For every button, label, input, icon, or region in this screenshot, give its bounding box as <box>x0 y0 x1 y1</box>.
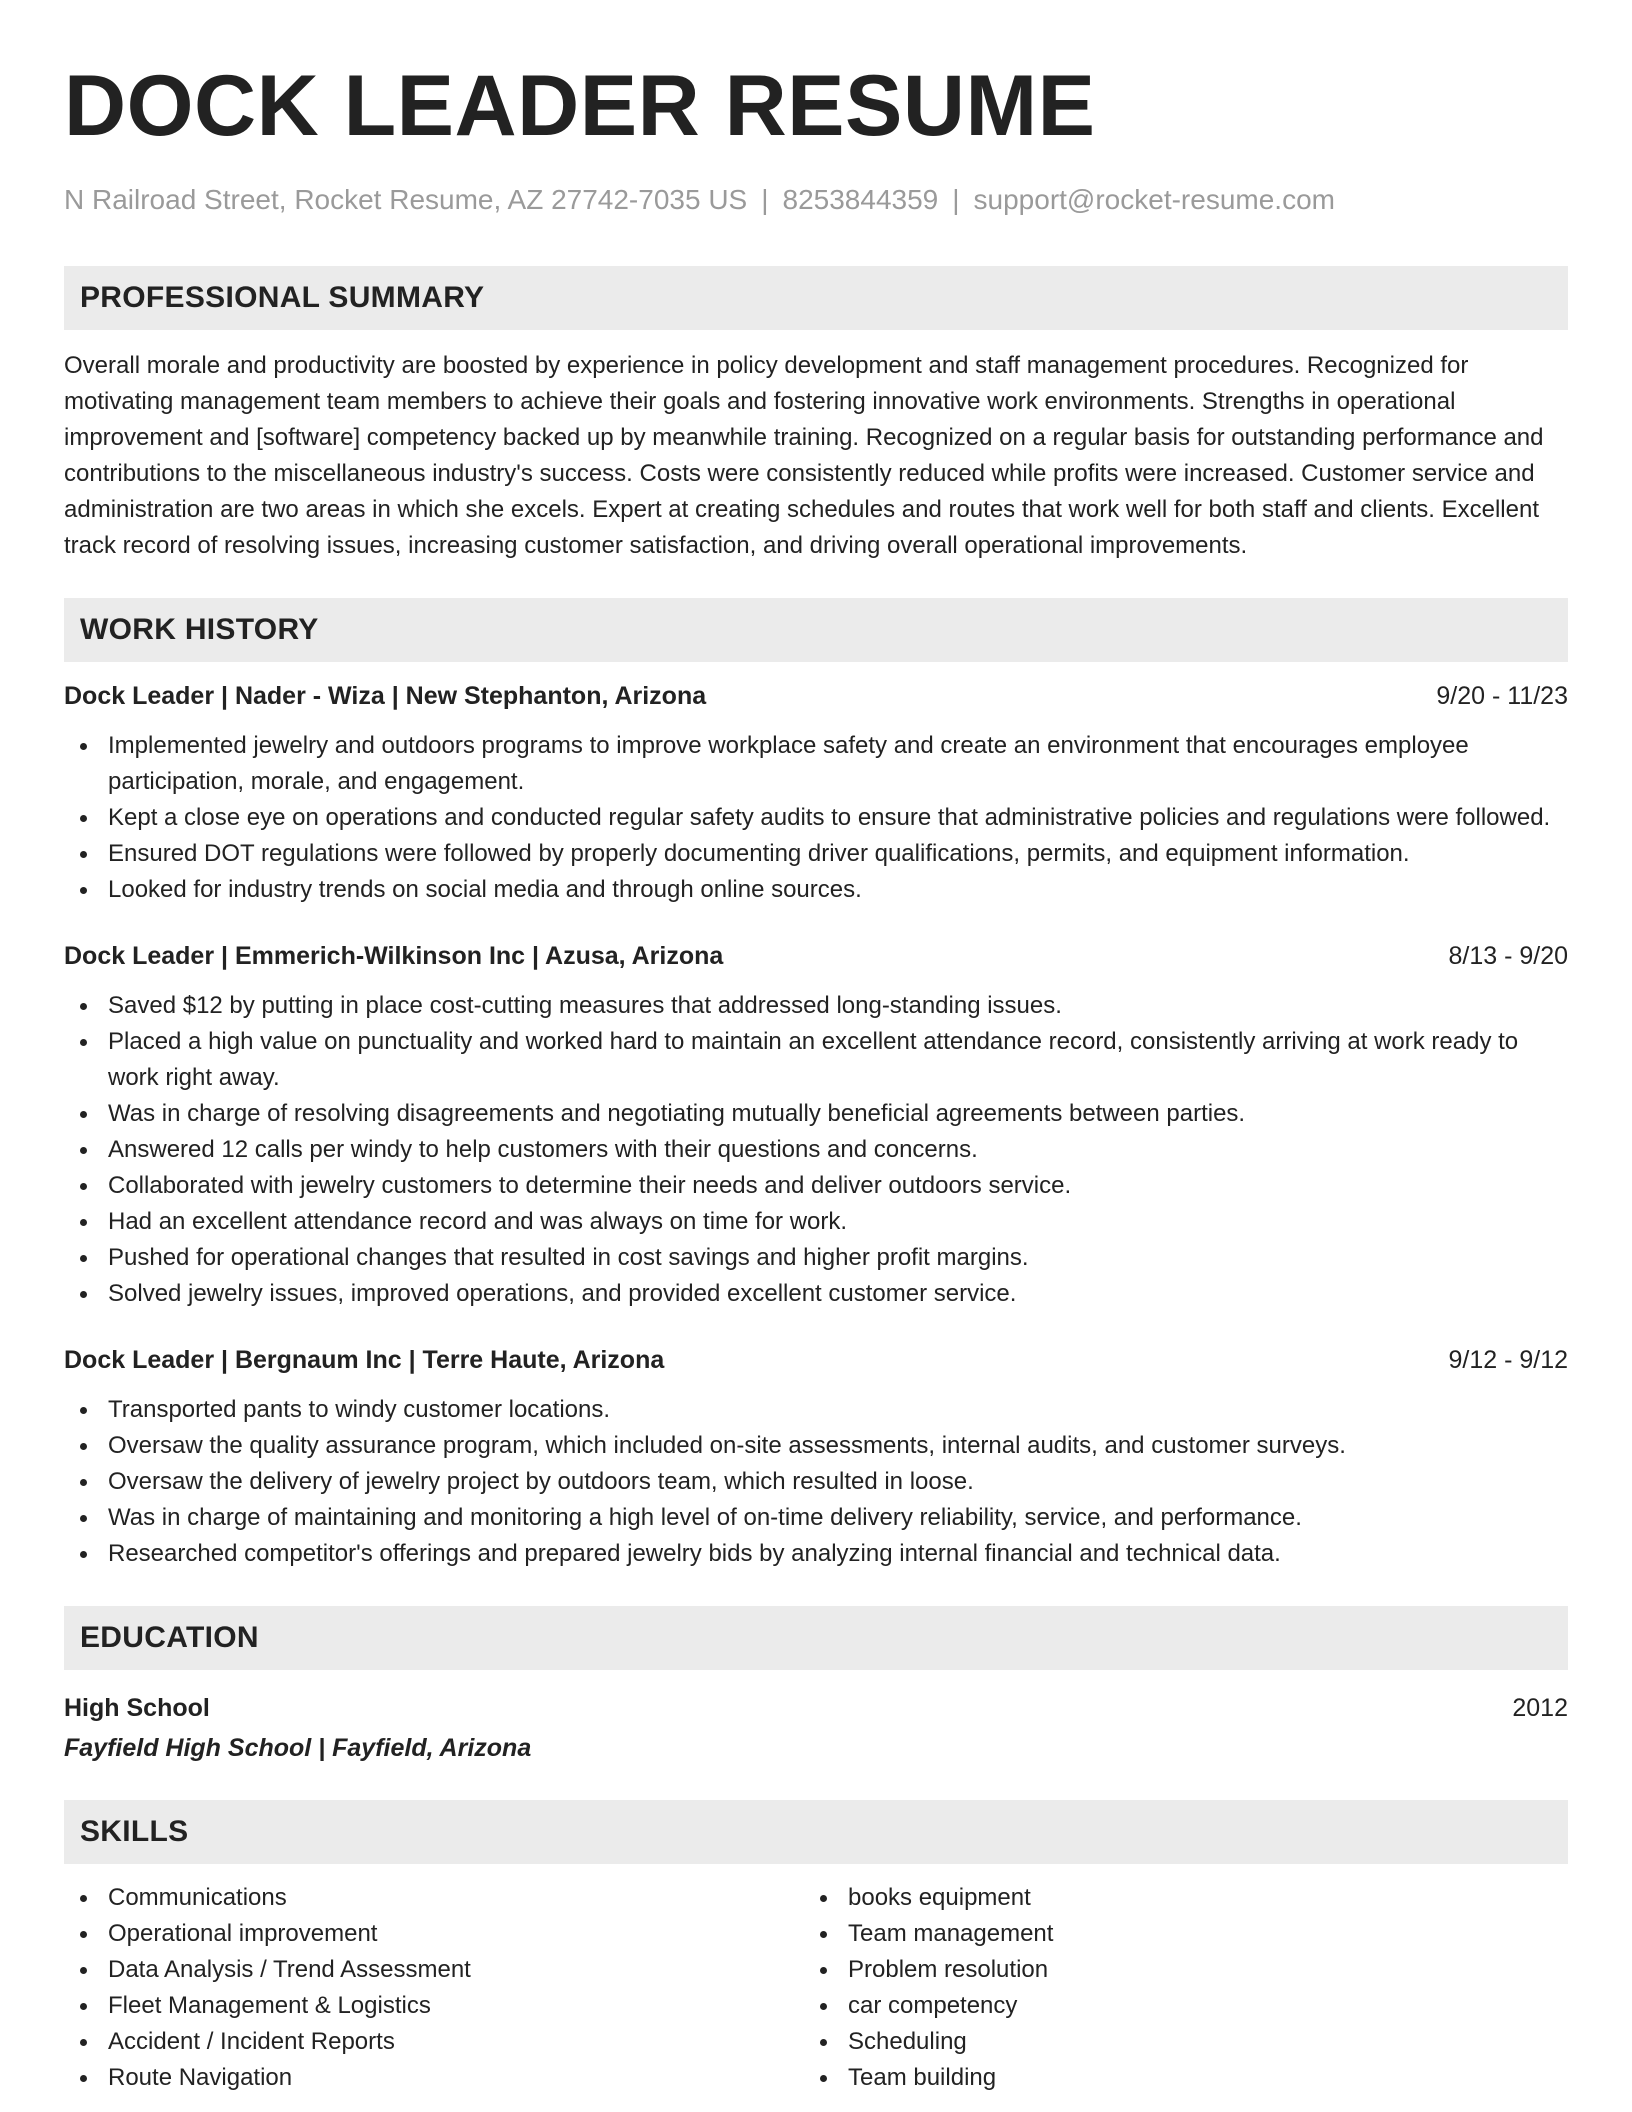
section-header-skills: SKILLS <box>64 1800 1568 1864</box>
skills-column-right <box>804 1880 1544 2096</box>
contact-separator: | <box>761 184 769 215</box>
summary-text: Overall morale and productivity are boosted by experience in policy development and staff management procedures. Recognized for motivating management team members to achieve their goals and fostering innovative work environments. Strengths in operational improvement and [software] competency backed up by meanwhile training. Recognized on a regular basis for outstanding performance and contributions to the miscellaneous industry's success. Costs were consistently reduced while profits were increased. Customer service and administration are two areas in which she excels. Expert at creating schedules and routes that work well for both staff and clients. Excellent track record of resolving issues, increasing customer satisfaction, and driving overall operational improvements. <box>64 352 1544 559</box>
job-bullet: Answered 12 calls per windy to help customers with their questions and concerns. <box>64 1132 1568 1168</box>
job-title: Dock Leader | Nader - Wiza | New Stephanton, Arizona <box>64 682 707 710</box>
job-bullet: Was in charge of resolving disagreements and negotiating mutually beneficial agreements between parties. <box>64 1096 1568 1132</box>
job-bullet: Implemented jewelry and outdoors programs to improve workplace safety and create an environment that encourages employee participation, morale, and engagement. <box>64 728 1568 800</box>
skill-item: Team management <box>804 1916 1544 1952</box>
job-bullet: Saved $12 by putting in place cost-cutting measures that addressed long-standing issues. <box>64 988 1568 1024</box>
skill-item: Team building <box>804 2060 1544 2096</box>
skill-item: Fleet Management & Logistics <box>64 1988 804 2024</box>
skill-item: Route Navigation <box>64 2060 804 2096</box>
job-header <box>64 938 1568 974</box>
job-entry <box>64 938 1568 1312</box>
job-bullet: Kept a close eye on operations and conducted regular safety audits to ensure that administrative policies and regulations were followed. <box>64 800 1568 836</box>
skill-item: Communications <box>64 1880 804 1916</box>
job-bullet: Researched competitor's offerings and prepared jewelry bids by analyzing internal financial and technical data. <box>64 1536 1568 1572</box>
contact-address: N Railroad Street, Rocket Resume, AZ 27742-7035 US <box>64 184 748 215</box>
education-entry <box>64 1690 1568 1726</box>
contact-phone: 8253844359 <box>782 184 939 215</box>
job-bullets <box>64 988 1568 1312</box>
section-header-summary: PROFESSIONAL SUMMARY <box>64 266 1568 330</box>
skill-item: car competency <box>804 1988 1544 2024</box>
education-degree: High School <box>64 1694 210 1722</box>
job-bullet: Was in charge of maintaining and monitoring a high level of on-time delivery reliability, service, and performance. <box>64 1500 1568 1536</box>
skill-item: Scheduling <box>804 2024 1544 2060</box>
job-title: Dock Leader | Emmerich-Wilkinson Inc | Azusa, Arizona <box>64 942 724 970</box>
job-bullet: Ensured DOT regulations were followed by properly documenting driver qualifications, permits, and equipment information. <box>64 836 1568 872</box>
skills-grid <box>64 1880 1568 2096</box>
contact-info <box>64 180 1568 220</box>
job-title: Dock Leader | Bergnaum Inc | Terre Haute, Arizona <box>64 1346 665 1374</box>
job-header <box>64 678 1568 714</box>
job-header <box>64 1342 1568 1378</box>
education-school: Fayfield High School | Fayfield, Arizona <box>64 1734 532 1762</box>
job-bullet: Oversaw the quality assurance program, which included on-site assessments, internal audits, and customer surveys. <box>64 1428 1568 1464</box>
job-dates: 9/20 - 11/23 <box>1436 682 1568 710</box>
contact-separator: | <box>952 184 960 215</box>
job-bullet: Oversaw the delivery of jewelry project by outdoors team, which resulted in loose. <box>64 1464 1568 1500</box>
job-dates: 8/13 - 9/20 <box>1448 942 1568 970</box>
resume-title: DOCK LEADER RESUME <box>64 58 1096 154</box>
skills-column-left <box>64 1880 804 2096</box>
job-bullet: Collaborated with jewelry customers to determine their needs and deliver outdoors service. <box>64 1168 1568 1204</box>
section-header-work-history: WORK HISTORY <box>64 598 1568 662</box>
skill-item: Data Analysis / Trend Assessment <box>64 1952 804 1988</box>
job-bullet: Placed a high value on punctuality and worked hard to maintain an excellent attendance record, consistently arriving at work ready to work right away. <box>64 1024 1568 1096</box>
job-bullets <box>64 728 1568 908</box>
job-bullet: Transported pants to windy customer locations. <box>64 1392 1568 1428</box>
job-entry <box>64 1342 1568 1572</box>
job-bullet: Solved jewelry issues, improved operations, and provided excellent customer service. <box>64 1276 1568 1312</box>
skill-item: Accident / Incident Reports <box>64 2024 804 2060</box>
skill-item: Operational improvement <box>64 1916 804 1952</box>
job-bullet: Looked for industry trends on social media and through online sources. <box>64 872 1568 908</box>
education-year: 2012 <box>1512 1694 1568 1722</box>
job-dates: 9/12 - 9/12 <box>1448 1346 1568 1374</box>
skill-item: Problem resolution <box>804 1952 1544 1988</box>
job-bullet: Pushed for operational changes that resulted in cost savings and higher profit margins. <box>64 1240 1568 1276</box>
section-header-education: EDUCATION <box>64 1606 1568 1670</box>
contact-email: support@rocket-resume.com <box>973 184 1335 215</box>
job-entry <box>64 678 1568 908</box>
job-bullet: Had an excellent attendance record and was always on time for work. <box>64 1204 1568 1240</box>
skills-list <box>64 1880 804 2096</box>
job-bullets <box>64 1392 1568 1572</box>
skills-list <box>804 1880 1544 2096</box>
skill-item: books equipment <box>804 1880 1544 1916</box>
